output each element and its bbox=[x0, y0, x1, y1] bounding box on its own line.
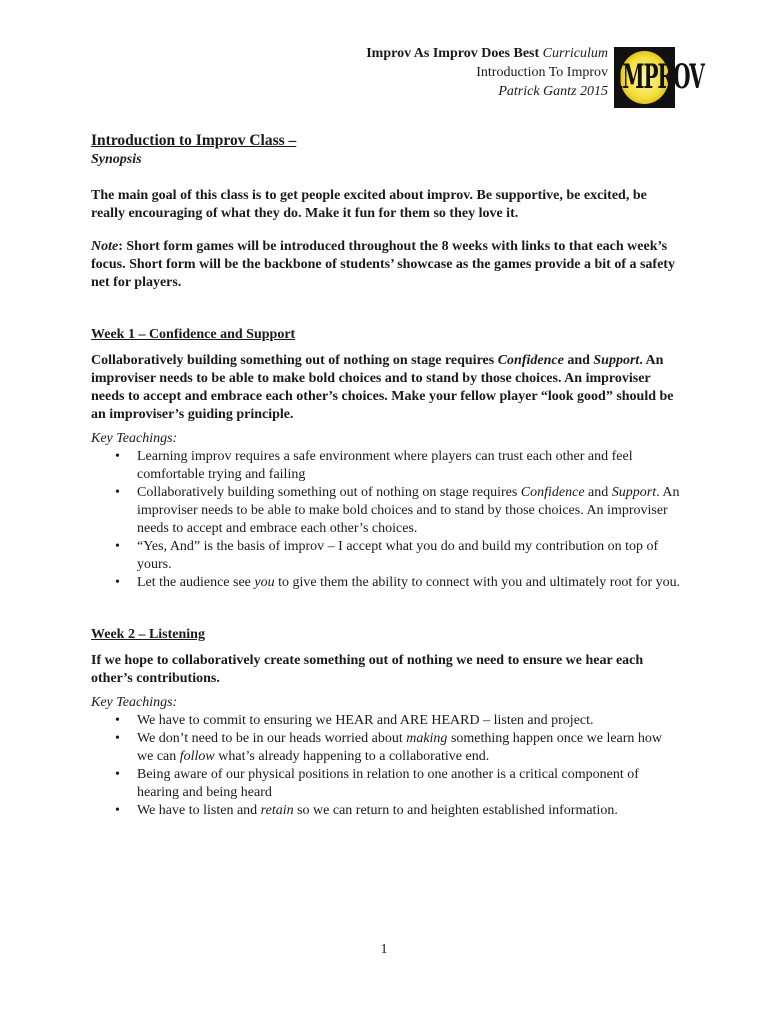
week1-summary-confidence: Confidence bbox=[497, 353, 564, 368]
week1-summary-part: and bbox=[563, 353, 594, 368]
page-number: 1 bbox=[380, 942, 388, 957]
page-title: Introduction to Improv Class – bbox=[91, 132, 297, 149]
week1-summary-part: Collaboratively building something out of nothing on stage requires bbox=[91, 353, 498, 368]
week2-key-teachings-label: Key Teachings: bbox=[91, 695, 178, 710]
list-item-text: “Yes, And” is the basis of improv – I accept what you do and build my contribution on top of yours. bbox=[137, 539, 659, 572]
week1-summary-support: Support bbox=[593, 353, 640, 368]
list-item-text: Collaboratively building something out of nothing on stage requires bbox=[137, 485, 521, 500]
list-item-emphasis: Support bbox=[611, 485, 657, 500]
document-body bbox=[91, 131, 681, 820]
list-item-emphasis: Confidence bbox=[520, 485, 585, 500]
list-item-emphasis: you bbox=[254, 575, 275, 590]
note-paragraph bbox=[91, 238, 681, 292]
bullet: • bbox=[115, 713, 120, 728]
list-item-text: to give them the ability to connect with you and ultimately root for you. bbox=[274, 575, 681, 590]
note-text: : Short form games will be introduced throughout the 8 weeks with links to that each week’s focus. Short form will be the backbone of students’ showcase as the games provide a bit of a safety net for players. bbox=[91, 239, 675, 290]
document-header bbox=[366, 44, 608, 101]
bullet: • bbox=[115, 803, 120, 818]
list-item-text: . An improviser needs to be able to make bold choices and to stand by those choices. An improviser needs to accept and embrace each other’s choices. bbox=[137, 485, 680, 536]
list-item bbox=[91, 712, 681, 730]
list-item-text: Being aware of our physical positions in relation to one another is a critical component of hearing and being heard bbox=[137, 767, 639, 800]
list-item bbox=[91, 766, 681, 802]
list-item-text: so we can return to and heighten established information. bbox=[293, 803, 618, 818]
list-item-text: and bbox=[584, 485, 612, 500]
week1-key-teachings-label: Key Teachings: bbox=[91, 431, 178, 446]
curriculum-title: Improv As Improv Does Best bbox=[366, 46, 540, 61]
list-item-text: We don’t need to be in our heads worried about bbox=[137, 731, 407, 746]
curriculum-label: Curriculum bbox=[542, 46, 608, 61]
list-item-text: We have to listen and bbox=[137, 803, 261, 818]
list-item-text: Learning improv requires a safe environment where players can trust each other and feel comfortable trying and failing bbox=[137, 449, 633, 482]
bullet: • bbox=[115, 731, 120, 746]
list-item-text: Let the audience see bbox=[137, 575, 255, 590]
week2-teachings-list bbox=[91, 712, 681, 820]
week1-heading: Week 1 – Confidence and Support bbox=[91, 327, 296, 342]
week2-heading: Week 2 – Listening bbox=[91, 627, 205, 642]
list-item-text: something happen once we learn how we can bbox=[137, 731, 663, 764]
list-item-emphasis: retain bbox=[260, 803, 294, 818]
bullet: • bbox=[115, 539, 120, 554]
list-item-emphasis: follow bbox=[179, 749, 215, 764]
bullet: • bbox=[115, 767, 120, 782]
list-item bbox=[91, 730, 681, 766]
intro-paragraph: The main goal of this class is to get people excited about improv. Be supportive, be excited, be really encouraging of what they do. Make it fun for them so they love it. bbox=[91, 188, 647, 221]
week2-summary: If we hope to collaboratively create something out of nothing we need to ensure we hear each other’s contributions. bbox=[91, 653, 644, 686]
list-item bbox=[91, 538, 681, 574]
logo-text: IMPROV bbox=[614, 55, 704, 97]
bullet: • bbox=[115, 485, 120, 500]
week1-summary-part: . An improviser needs to be able to make bold choices and to stand by those choices. An improviser needs to accept and embrace each other’s choices. Make your fellow player “look good” should be an improviser’s guiding principle. bbox=[91, 353, 674, 422]
page-subtitle: Synopsis bbox=[91, 152, 142, 167]
improv-logo bbox=[614, 47, 704, 108]
list-item bbox=[91, 574, 681, 592]
note-label: Note bbox=[91, 239, 119, 254]
header-line-1 bbox=[366, 44, 608, 63]
bullet: • bbox=[115, 449, 120, 464]
list-item bbox=[91, 484, 681, 538]
list-item bbox=[91, 448, 681, 484]
header-author: Patrick Gantz 2015 bbox=[498, 84, 608, 99]
list-item-emphasis: making bbox=[406, 731, 448, 746]
week1-teachings-list bbox=[91, 448, 681, 592]
week1-summary bbox=[91, 352, 681, 424]
bullet: • bbox=[115, 575, 120, 590]
header-course-name: Introduction To Improv bbox=[476, 65, 608, 80]
list-item-text: what’s already happening to a collaborative end. bbox=[214, 749, 490, 764]
list-item bbox=[91, 802, 681, 820]
list-item-text: We have to commit to ensuring we HEAR and ARE HEARD – listen and project. bbox=[137, 713, 594, 728]
